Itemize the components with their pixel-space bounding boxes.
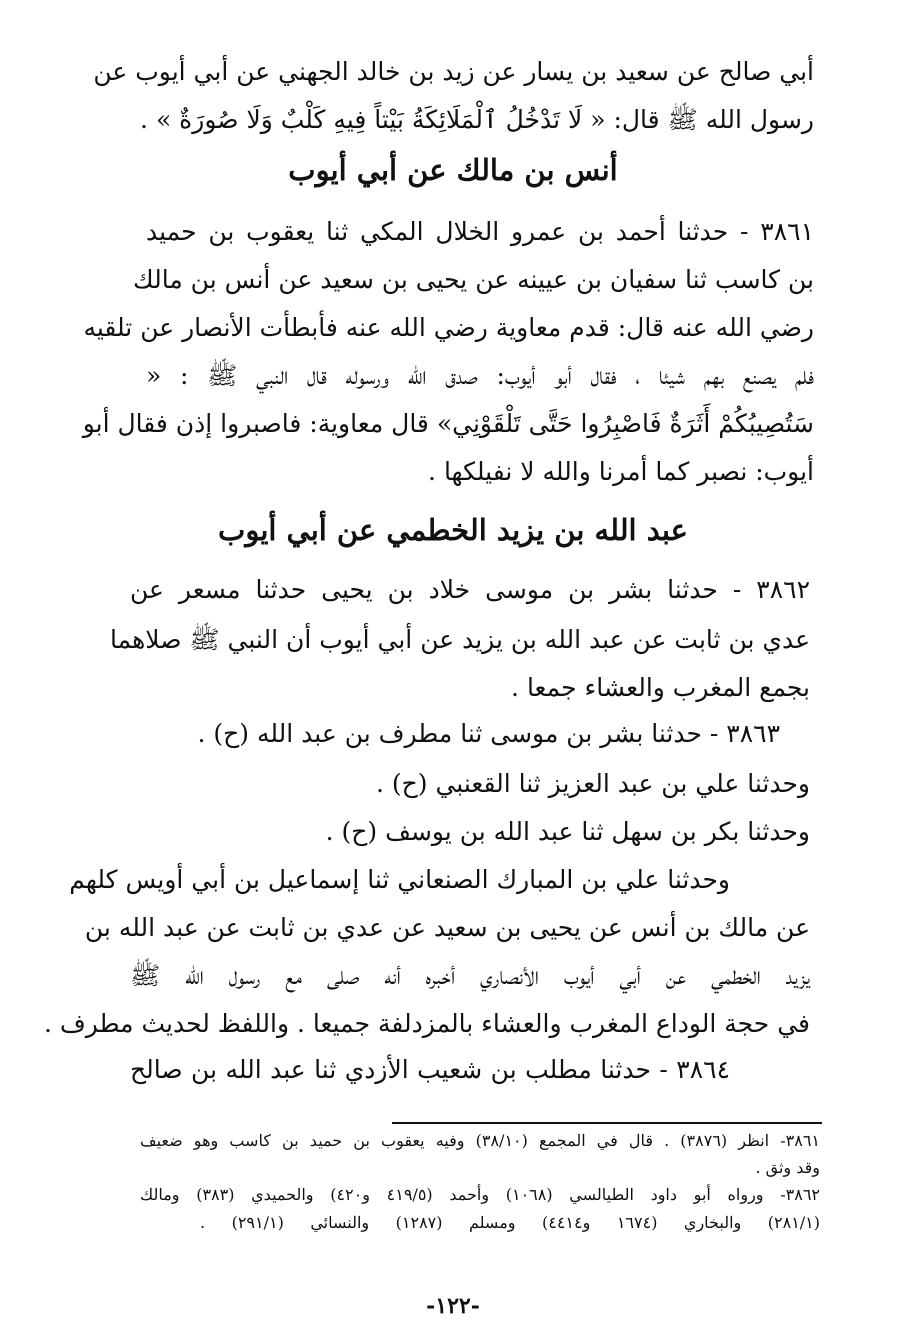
text-line: سَتُصِيبُكُمْ أَثَرَةٌ فَاصْبِرُوا حَتَّى تَلْقَوْنِي» قال معاوية: فاصبروا إذن فقال أبو <box>82 409 814 438</box>
text-line: رضي الله عنه قال: قدم معاوية رضي الله عنه فأبطأت الأنصار عن تلقيه <box>83 313 814 342</box>
text-line: وحدثنا علي بن المبارك الصنعاني ثنا إسماعيل بن أبي أويس كلهم <box>69 865 730 894</box>
text-line: ٣٨٦٢ - حدثنا بشر بن موسى خلاد بن يحيى حدثنا مسعر عن <box>130 575 810 604</box>
page-number: -١٢٢- <box>426 1293 480 1319</box>
text-line: يزيد الخطمي عن أبي أيوب الأنصاري أخبره أنه صلى مع رسول الله ﷺ <box>130 961 810 990</box>
text-line: بن كاسب ثنا سفيان بن عيينه عن يحيى بن سعيد عن أنس بن مالك <box>133 265 814 294</box>
text-line: رسول الله ﷺ قال: « لَا تَدْخُلُ ٱلْمَلَائِكَةُ بَيْتاً فِيهِ كَلْبٌ وَلَا صُورَةٌ » . <box>140 105 814 134</box>
section-heading: أنس بن مالك عن أبي أيوب <box>288 153 618 187</box>
text-line: ٣٨٦٣ - حدثنا بشر بن موسى ثنا مطرف بن عبد الله (ح) . <box>197 719 780 748</box>
text-line: أبي صالح عن سعيد بن يسار عن زيد بن خالد الجهني عن أبي أيوب عن <box>93 57 814 86</box>
text-line: عدي بن ثابت عن عبد الله بن يزيد عن أبي أيوب أن النبي ﷺ صلاهما <box>110 625 810 654</box>
footnote-line: ٣٨٦٢- ورواه أبو داود الطيالسي (١٠٦٨) وأحمد (٤١٩/٥ و٤٢٠) والحميدي (٣٨٣) ومالك <box>140 1185 820 1204</box>
section-heading: عبد الله بن يزيد الخطمي عن أبي أيوب <box>218 513 688 547</box>
text-line: فلم يصنع بهم شيئا ، فقال أبو أيوب: صدق الله ورسوله قال النبي ﷺ : « <box>146 361 814 390</box>
text-line: في حجة الوداع المغرب والعشاء بالمزدلفة جميعا . واللفظ لحديث مطرف . <box>44 1009 810 1038</box>
footnote-line: (٢٨١/١) والبخاري (١٦٧٤ و٤٤١٤) ومسلم (١٢٨٧) والنسائي (٢٩١/١) . <box>200 1213 821 1232</box>
text-line: بجمع المغرب والعشاء جمعا . <box>511 673 810 702</box>
text-line: وحدثنا علي بن عبد العزيز ثنا القعنبي (ح) . <box>375 769 810 798</box>
text-line: ٣٨٦١ - حدثنا أحمد بن عمرو الخلال المكي ثنا يعقوب بن حميد <box>146 217 814 246</box>
text-line: ٣٨٦٤ - حدثنا مطلب بن شعيب الأزدي ثنا عبد الله بن صالح <box>130 1055 730 1084</box>
footnote-line: وقد وثق . <box>755 1158 820 1177</box>
text-line: عن مالك بن أنس عن يحيى بن سعيد عن عدي بن ثابت عن عبد الله بن <box>84 913 810 942</box>
text-line: وحدثنا بكر بن سهل ثنا عبد الله بن يوسف (ح) . <box>325 817 810 846</box>
footnote-separator <box>392 1122 822 1124</box>
text-line: أيوب: نصبر كما أمرنا والله لا نفيلكها . <box>428 457 814 486</box>
footnote-line: ٣٨٦١- انظر (٣٨٧٦) . قال في المجمع (٣٨/١٠) وفيه يعقوب بن حميد بن كاسب وهو ضعيف <box>140 1131 821 1150</box>
